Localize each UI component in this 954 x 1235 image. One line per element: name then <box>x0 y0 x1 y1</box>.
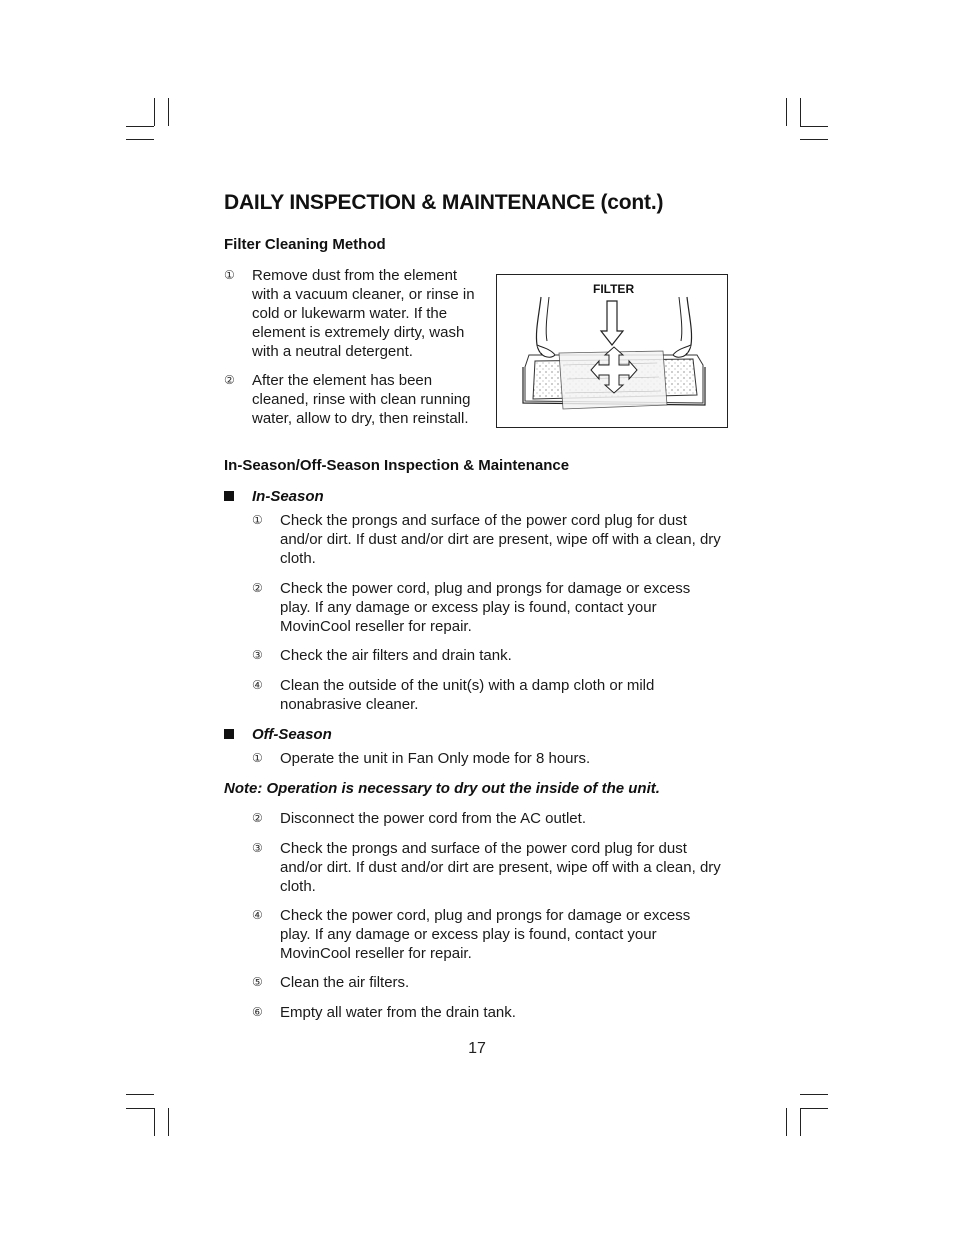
step-number: ⑤ <box>252 975 263 989</box>
step-text: Check the power cord, plug and prongs for damage or excess play. If any damage or excess play is found, contact your MovinCool reseller for repair. <box>280 580 691 635</box>
step-text: Check the air filters and drain tank. <box>280 647 512 664</box>
square-bullet-icon <box>224 491 234 501</box>
step-number: ① <box>224 268 235 282</box>
step-number: ① <box>252 513 263 527</box>
step-number: ② <box>224 373 235 387</box>
operation-note: Note: Operation is necessary to dry out the inside of the unit. <box>224 780 660 797</box>
step-text: Operate the unit in Fan Only mode for 8 hours. <box>280 750 591 767</box>
step-text: Disconnect the power cord from the AC outlet. <box>280 810 586 827</box>
page-number: 17 <box>468 1040 486 1057</box>
step-number: ④ <box>252 678 263 692</box>
step-text: Check the power cord, plug and prongs for damage or excess play. If any damage or excess play is found, contact your MovinCool reseller for repair. <box>280 907 691 962</box>
season-section-heading: In-Season/Off-Season Inspection & Maintenance <box>224 457 570 474</box>
filter-cleaning-heading: Filter Cleaning Method <box>224 236 386 253</box>
step-number: ② <box>252 811 263 825</box>
filter-drawing <box>497 275 729 429</box>
step-number: ① <box>252 751 263 765</box>
step-number: ③ <box>252 841 263 855</box>
step-text: Clean the outside of the unit(s) with a damp cloth or mild nonabrasive cleaner. <box>280 677 655 713</box>
step-text: Check the prongs and surface of the power cord plug for dust and/or dirt. If dust and/or dirt are present, wipe off with a clean, dry cloth. <box>280 512 721 567</box>
step-number: ④ <box>252 908 263 922</box>
step-text: Clean the air filters. <box>280 974 410 991</box>
step-number: ③ <box>252 648 263 662</box>
step-text: After the element has been cleaned, rinse with clean running water, allow to dry, then reinstall. <box>252 372 471 427</box>
step-text: Empty all water from the drain tank. <box>280 1004 516 1021</box>
step-text: Remove dust from the element with a vacuum cleaner, or rinse in cold or lukewarm water. If the element is extremely dirty, wash with a neutral detergent. <box>252 267 475 360</box>
page-title: DAILY INSPECTION & MAINTENANCE (cont.) <box>224 191 664 214</box>
in-season-label: In-Season <box>252 488 324 505</box>
filter-label: FILTER <box>593 282 635 296</box>
step-number: ② <box>252 581 263 595</box>
filter-illustration <box>496 274 728 428</box>
step-text: Check the prongs and surface of the power cord plug for dust and/or dirt. If dust and/or dirt are present, wipe off with a clean, dry cloth. <box>280 840 721 895</box>
off-season-label: Off-Season <box>252 726 332 743</box>
step-number: ⑥ <box>252 1005 263 1019</box>
square-bullet-icon <box>224 729 234 739</box>
